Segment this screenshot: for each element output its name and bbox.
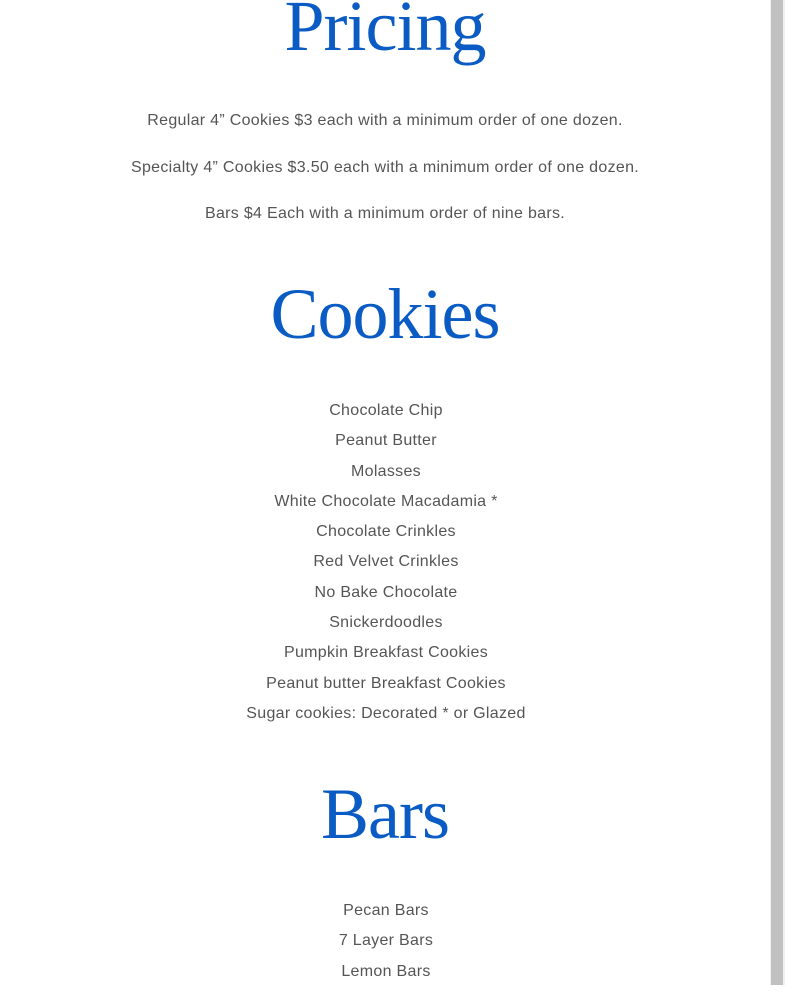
- list-item: Snickerdoodles: [329, 614, 443, 632]
- list-item: Peanut Butter: [335, 432, 437, 450]
- bars-list: [0, 901, 772, 992]
- list-item: 7 Layer Bars: [338, 932, 434, 950]
- list-item: Peanut butter Breakfast Cookies: [266, 674, 506, 692]
- list-item: Lemon Bars: [341, 962, 431, 980]
- list-item: No Bake Chocolate: [314, 583, 458, 601]
- vertical-scrollbar[interactable]: [770, 0, 785, 985]
- list-item: Sugar cookies: Decorated * or Glazed: [246, 704, 526, 722]
- list-item: Pumpkin Breakfast Cookies: [283, 644, 489, 662]
- pricing-line: Regular 4” Cookies $3 each with a minimum order of one dozen.: [147, 112, 623, 129]
- cookies-heading: Cookies: [270, 274, 500, 354]
- list-item: Red Velvet Crinkles: [313, 553, 459, 571]
- cookies-list: [0, 401, 772, 734]
- list-item: Pecan Bars: [343, 902, 429, 919]
- list-item: White Chocolate Macadamia *: [274, 492, 498, 510]
- pricing-heading: Pricing: [284, 0, 486, 66]
- list-item: Molasses: [351, 462, 421, 480]
- bars-heading: Bars: [321, 774, 449, 854]
- scrollbar-thumb[interactable]: [771, 0, 783, 985]
- list-item: Chocolate Chip: [329, 402, 443, 419]
- pricing-line: Specialty 4” Cookies $3.50 each with a minimum order of one dozen.: [130, 159, 640, 176]
- pricing-line: Bars $4 Each with a minimum order of nine bars.: [204, 205, 566, 222]
- list-item: Chocolate Crinkles: [316, 523, 456, 541]
